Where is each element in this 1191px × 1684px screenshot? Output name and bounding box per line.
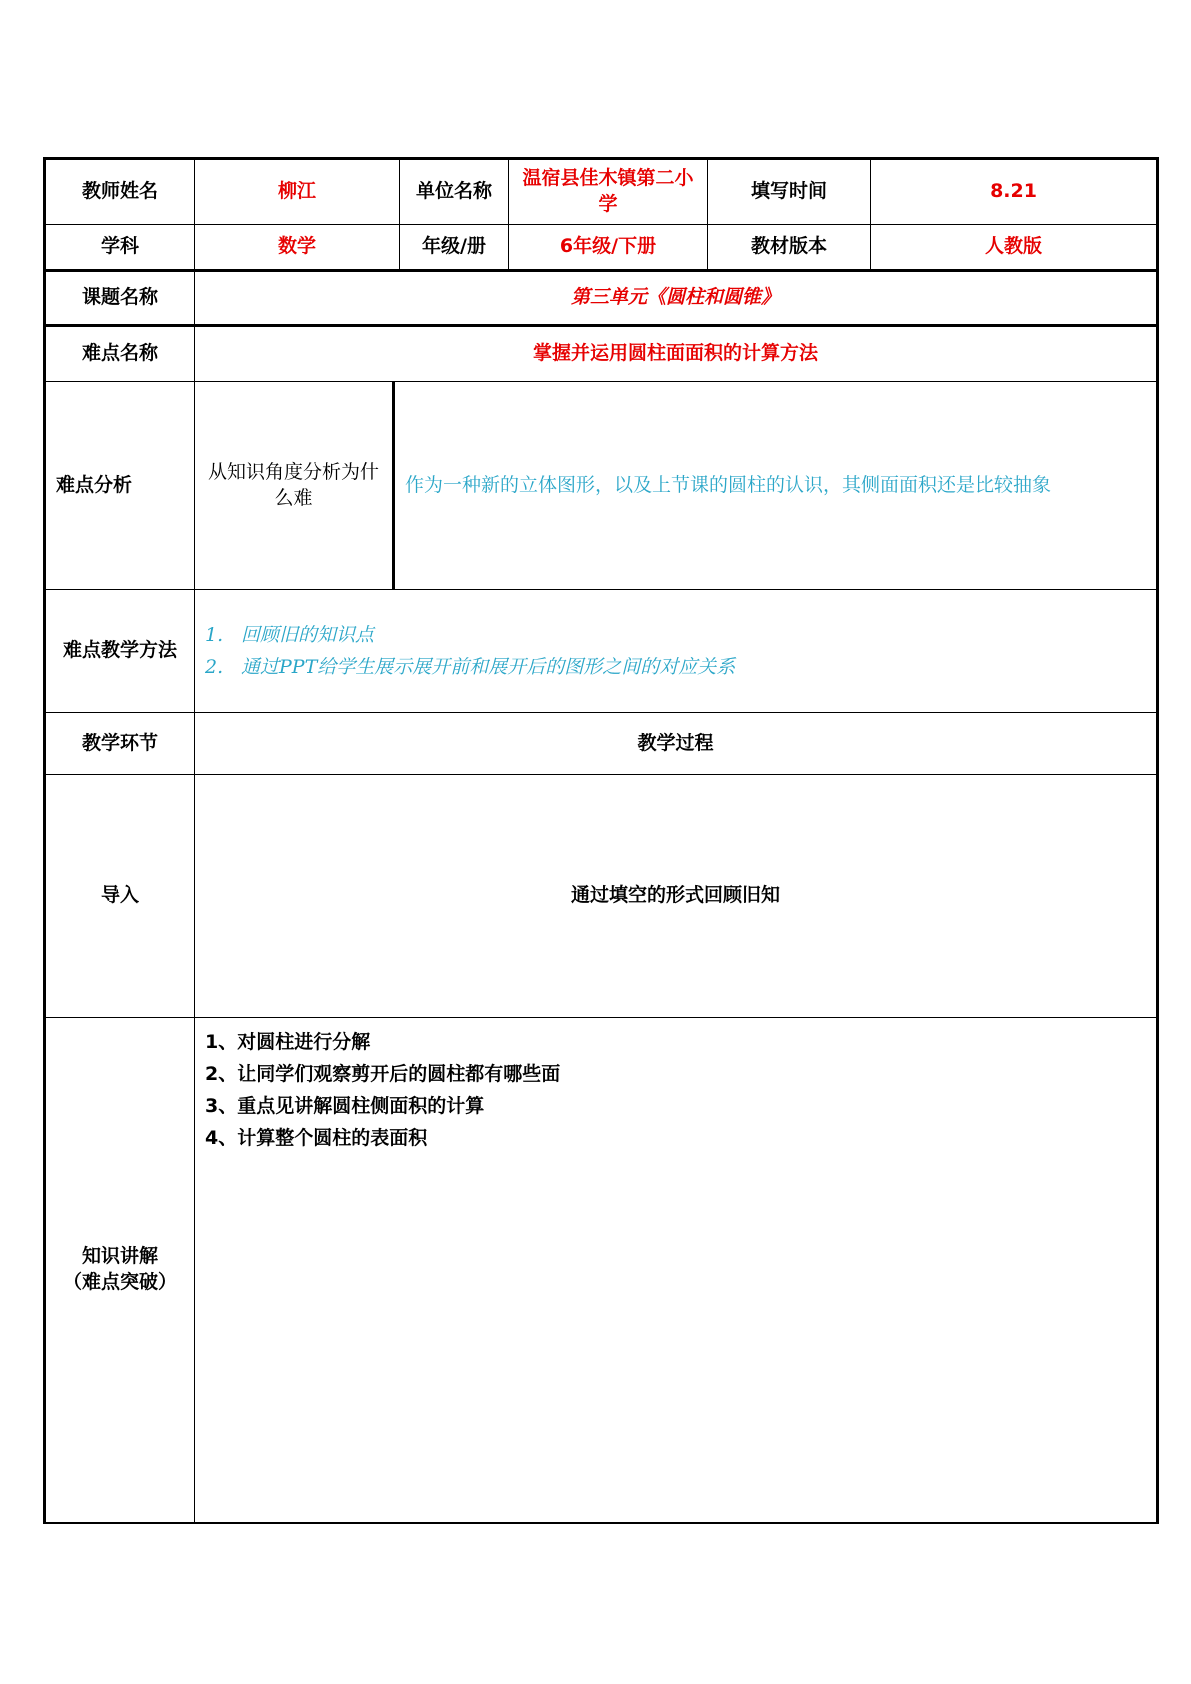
knowledge-row bbox=[45, 1018, 1158, 1523]
header-row-2 bbox=[45, 225, 1158, 271]
header-row-1 bbox=[45, 159, 1158, 225]
knowledge-list bbox=[195, 1018, 1158, 1523]
unit-value: 温宿县佳木镇第二小学 bbox=[509, 159, 708, 225]
method-list bbox=[195, 590, 1158, 713]
lesson-plan-table bbox=[43, 157, 1159, 1524]
edition-value: 人教版 bbox=[871, 225, 1158, 271]
knowledge-label-line2: （难点突破） bbox=[62, 1270, 177, 1293]
analysis-label: 难点分析 bbox=[45, 382, 195, 590]
difficulty-value: 掌握并运用圆柱面面积的计算方法 bbox=[195, 326, 1158, 382]
topic-label: 课题名称 bbox=[45, 271, 195, 326]
difficulty-label: 难点名称 bbox=[45, 326, 195, 382]
process-header-row bbox=[45, 713, 1158, 775]
knowledge-label-line1: 知识讲解 bbox=[81, 1245, 158, 1268]
grade-label: 年级/册 bbox=[400, 225, 509, 271]
knowledge-label bbox=[45, 1018, 195, 1523]
difficulty-row bbox=[45, 326, 1158, 382]
subject-label: 学科 bbox=[45, 225, 195, 271]
date-value: 8.21 bbox=[871, 159, 1158, 225]
knowledge-item-3: 3、重点见讲解圆柱侧面积的计算 bbox=[205, 1095, 485, 1117]
grade-value: 6年级/下册 bbox=[509, 225, 708, 271]
analysis-row bbox=[45, 382, 1158, 590]
method-item-2: 2. 通过PPT给学生展示展开前和展开后的图形之间的对应关系 bbox=[205, 656, 736, 678]
unit-label: 单位名称 bbox=[400, 159, 509, 225]
method-label: 难点教学方法 bbox=[45, 590, 195, 713]
edition-label: 教材版本 bbox=[708, 225, 871, 271]
method-row bbox=[45, 590, 1158, 713]
date-label: 填写时间 bbox=[708, 159, 871, 225]
process-label: 教学环节 bbox=[45, 713, 195, 775]
topic-value: 第三单元《圆柱和圆锥》 bbox=[195, 271, 1158, 326]
knowledge-item-4: 4、计算整个圆柱的表面积 bbox=[205, 1127, 428, 1149]
analysis-value: 作为一种新的立体图形，以及上节课的圆柱的认识，其侧面面积还是比较抽象 bbox=[394, 382, 1158, 590]
knowledge-item-2: 2、让同学们观察剪开后的圆柱都有哪些面 bbox=[205, 1063, 561, 1085]
method-item-1: 1. 回顾旧的知识点 bbox=[205, 624, 375, 646]
intro-row bbox=[45, 775, 1158, 1018]
teacher-value: 柳江 bbox=[195, 159, 400, 225]
intro-label: 导入 bbox=[45, 775, 195, 1018]
knowledge-item-1: 1、对圆柱进行分解 bbox=[205, 1031, 371, 1053]
intro-value: 通过填空的形式回顾旧知 bbox=[195, 775, 1158, 1018]
subject-value: 数学 bbox=[195, 225, 400, 271]
analysis-sub-label: 从知识角度分析为什么难 bbox=[195, 382, 394, 590]
topic-row bbox=[45, 271, 1158, 326]
process-value: 教学过程 bbox=[195, 713, 1158, 775]
teacher-label: 教师姓名 bbox=[45, 159, 195, 225]
